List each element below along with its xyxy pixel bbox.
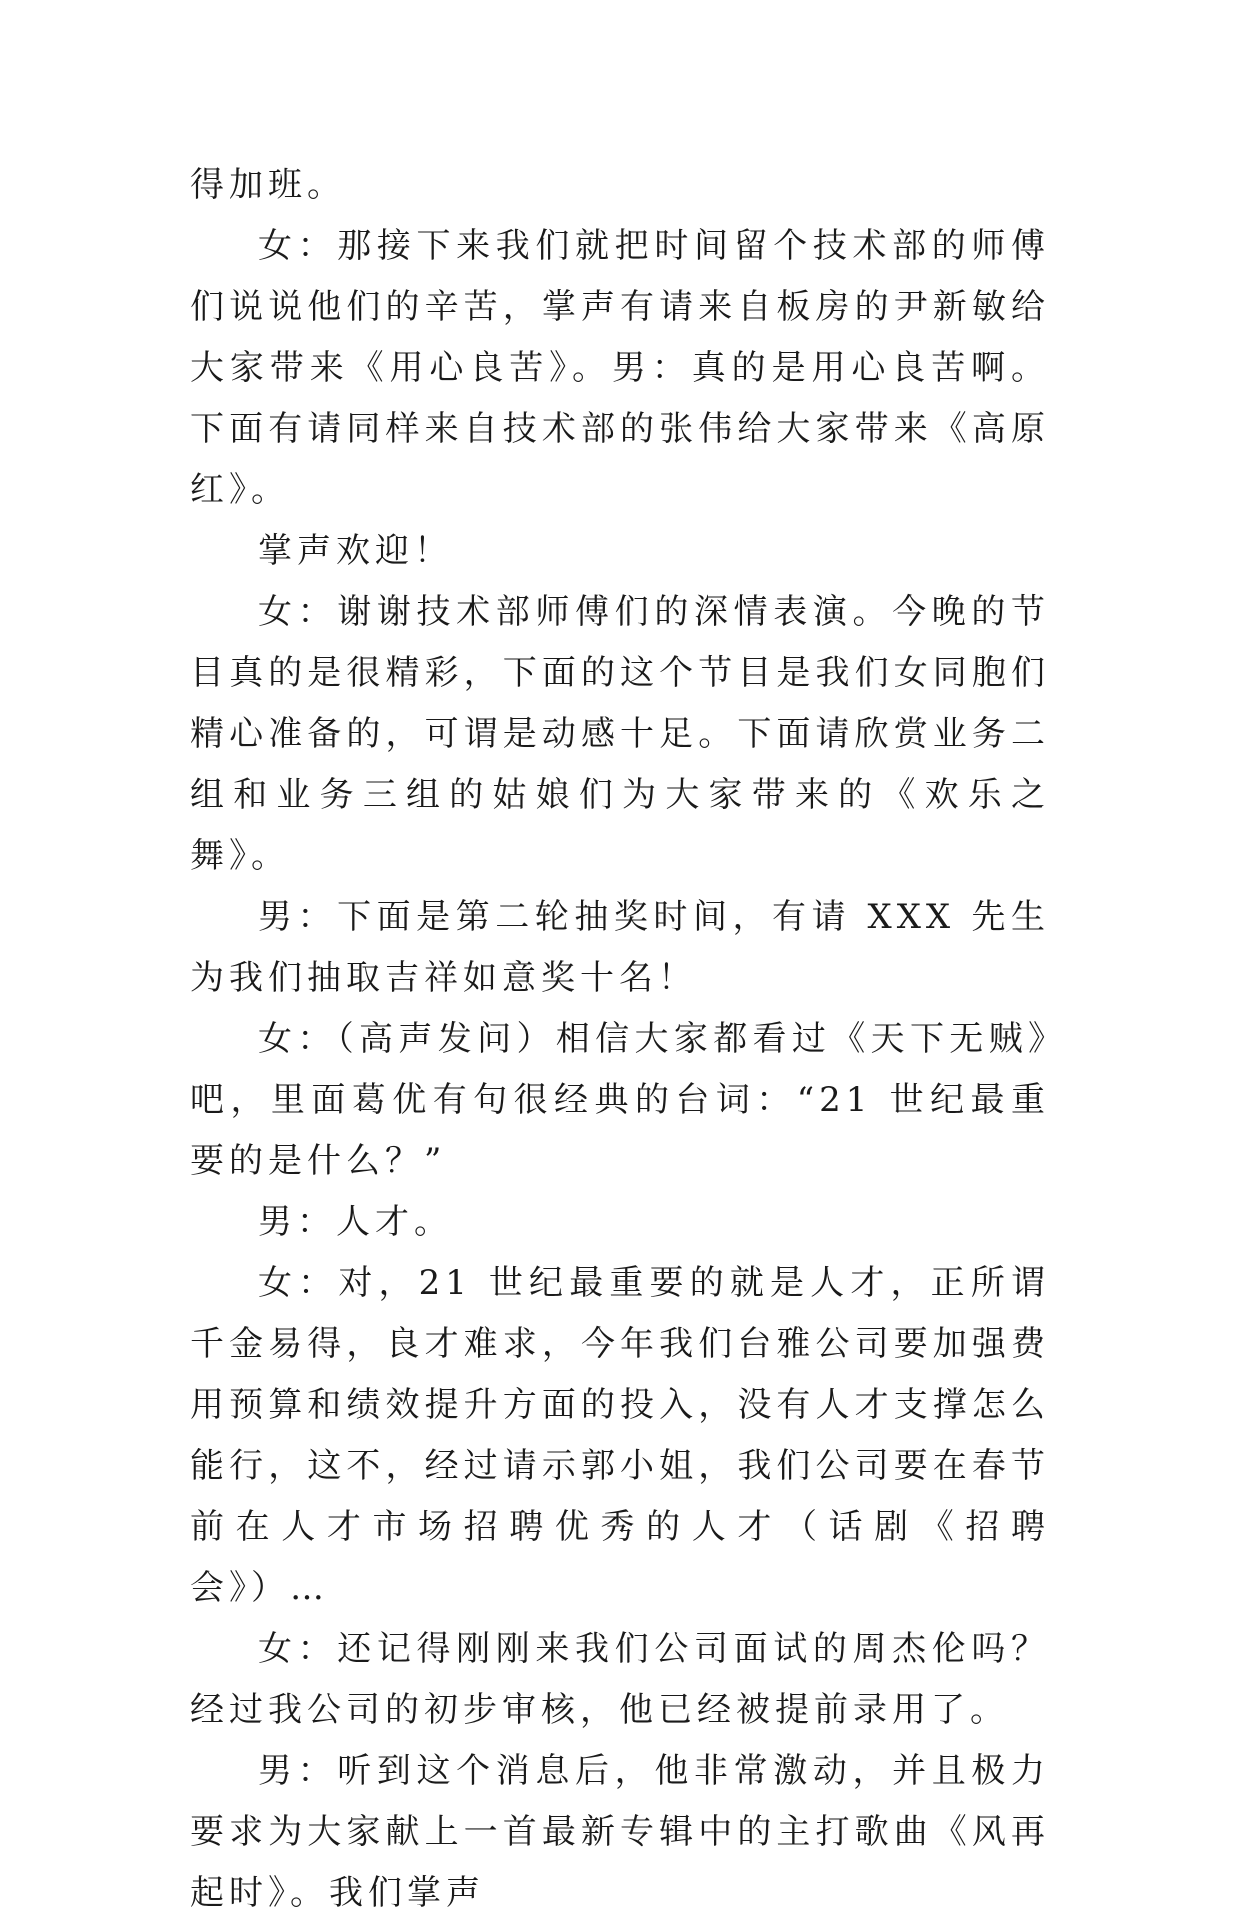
paragraph: 女：谢谢技术部师傅们的深情表演。今晚的节目真的是很精彩，下面的这个节目是我们女同胞们精心准备的，可谓是动感十足。下面请欣赏业务二组和业务三组的姑娘们为大家带来的《欢乐之舞》。 xyxy=(190,592,1050,876)
document-body xyxy=(190,155,1050,1924)
paragraph: 掌声欢迎！ xyxy=(258,531,453,571)
paragraph: 男：人才。 xyxy=(258,1202,453,1242)
paragraph: 女：还记得刚刚来我们公司面试的周杰伦吗？经过我公司的初步审核，他已经被提前录用了。 xyxy=(190,1629,1050,1730)
paragraph: 男：下面是第二轮抽奖时间，有请 XXX 先生为我们抽取吉祥如意奖十名！ xyxy=(190,897,1050,998)
paragraph: 得加班。 xyxy=(190,165,346,205)
paragraph: 男：听到这个消息后，他非常激动，并且极力要求为大家献上一首最新专辑中的主打歌曲《风再起时》。我们掌声 xyxy=(190,1751,1050,1913)
paragraph: 女：那接下来我们就把时间留个技术部的师傅们说说他们的辛苦，掌声有请来自板房的尹新敏给大家带来《用心良苦》。男：真的是用心良苦啊。下面有请同样来自技术部的张伟给大家带来《高原红》。 xyxy=(190,226,1050,510)
paragraph: 女：对，21 世纪最重要的就是人才，正所谓千金易得，良才难求，今年我们台雅公司要加强费用预算和绩效提升方面的投入，没有人才支撑怎么能行，这不，经过请示郭小姐，我们公司要在春节前在人才市场招聘优秀的人才（话剧《招聘会》）… xyxy=(190,1263,1050,1608)
paragraph: 女：（高声发问）相信大家都看过《天下无贼》吧，里面葛优有句很经典的台词：“21 世纪最重要的是什么？” xyxy=(190,1019,1050,1181)
